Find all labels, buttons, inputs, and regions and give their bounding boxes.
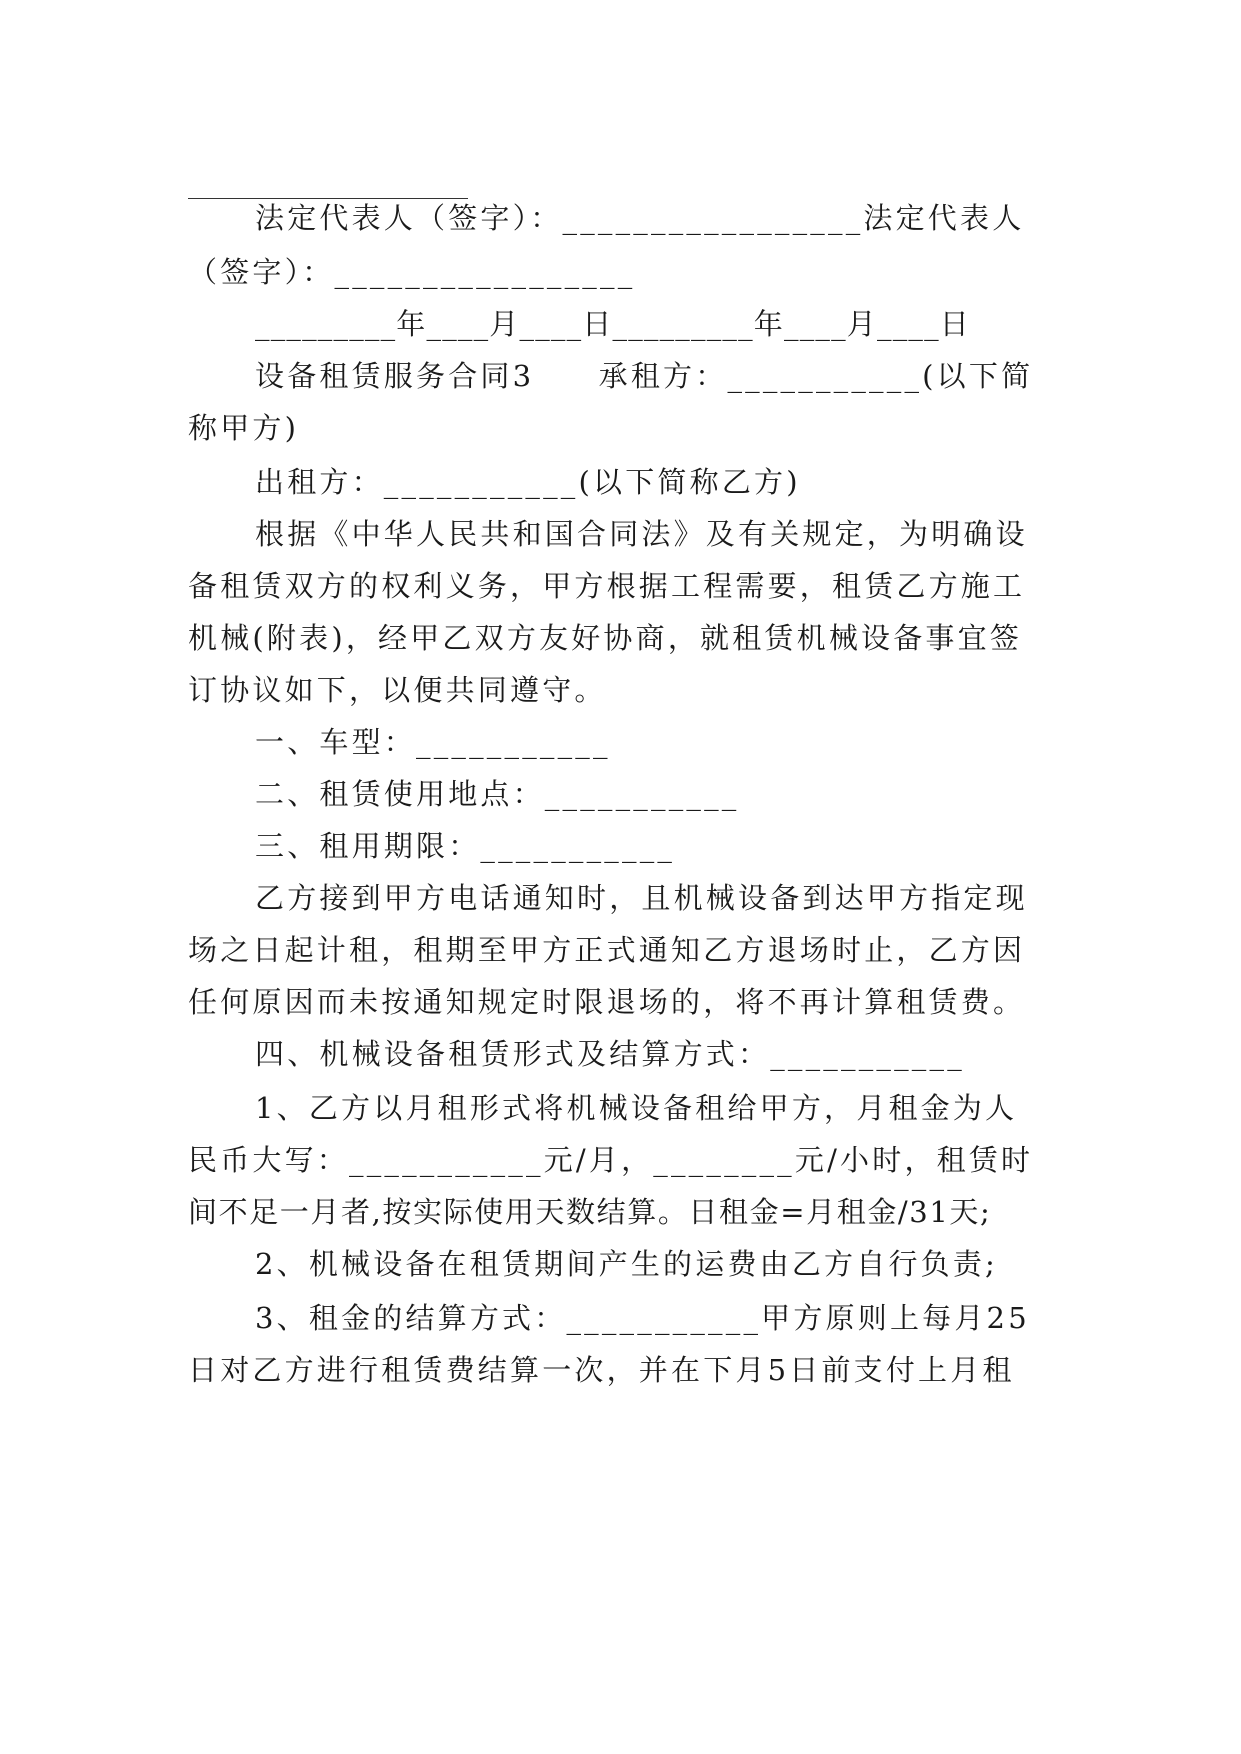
item-1-line-1: 1、乙方以月租形式将机械设备租给甲方，月租金为人	[255, 1091, 1018, 1125]
preamble-line-1: 根据《中华人民共和国合同法》及有关规定，为明确设	[255, 517, 1028, 551]
clause-settlement-method: 四、机械设备租赁形式及结算方式：___________	[255, 1037, 965, 1071]
term-paragraph-line-2: 场之日起计租，租期至甲方正式通知乙方退场时止，乙方因	[188, 933, 1026, 967]
clause-usage-location: 二、租赁使用地点：___________	[255, 777, 740, 811]
legal-rep-signature-line: 法定代表人（签字）：_________________法定代表人	[255, 201, 1025, 235]
item-1-line-3: 间不足一月者,按实际使用天数结算。日租金=月租金/31天;	[188, 1195, 992, 1229]
lessee-continuation-line: 称甲方)	[188, 411, 300, 445]
lessor-line: 出租方：___________(以下简称乙方)	[255, 465, 801, 499]
item-1-line-2: 民币大写：___________元/月，________元/小时，租赁时	[188, 1143, 1034, 1177]
preamble-line-2: 备租赁双方的权利义务，甲方根据工程需要，租赁乙方施工	[188, 569, 1026, 603]
item-2-line: 2、机械设备在租赁期间产生的运费由乙方自行负责;	[255, 1247, 999, 1281]
date-line: _________年____月____日_________年____月____日	[255, 307, 971, 341]
item-3-line-2: 日对乙方进行租赁费结算一次，并在下月5日前支付上月租	[188, 1353, 1015, 1387]
contract-title-lessee-line: 设备租赁服务合同3 承租方：___________(以下简	[255, 359, 1034, 393]
preamble-line-3: 机械(附表)，经甲乙双方友好协商，就租赁机械设备事宜签	[188, 621, 1023, 655]
clause-vehicle-type: 一、车型：___________	[255, 725, 611, 759]
clause-lease-term: 三、租用期限：___________	[255, 829, 676, 863]
preamble-line-4: 订协议如下，以便共同遵守。	[188, 673, 607, 707]
term-paragraph-line-3: 任何原因而未按通知规定时限退场的，将不再计算租赁费。	[188, 985, 1026, 1019]
signature-continuation-line: （签字）：_________________	[188, 255, 636, 289]
item-3-line-1: 3、租金的结算方式：___________甲方原则上每月25	[255, 1301, 1030, 1335]
term-paragraph-line-1: 乙方接到甲方电话通知时，且机械设备到达甲方指定现	[255, 881, 1028, 915]
